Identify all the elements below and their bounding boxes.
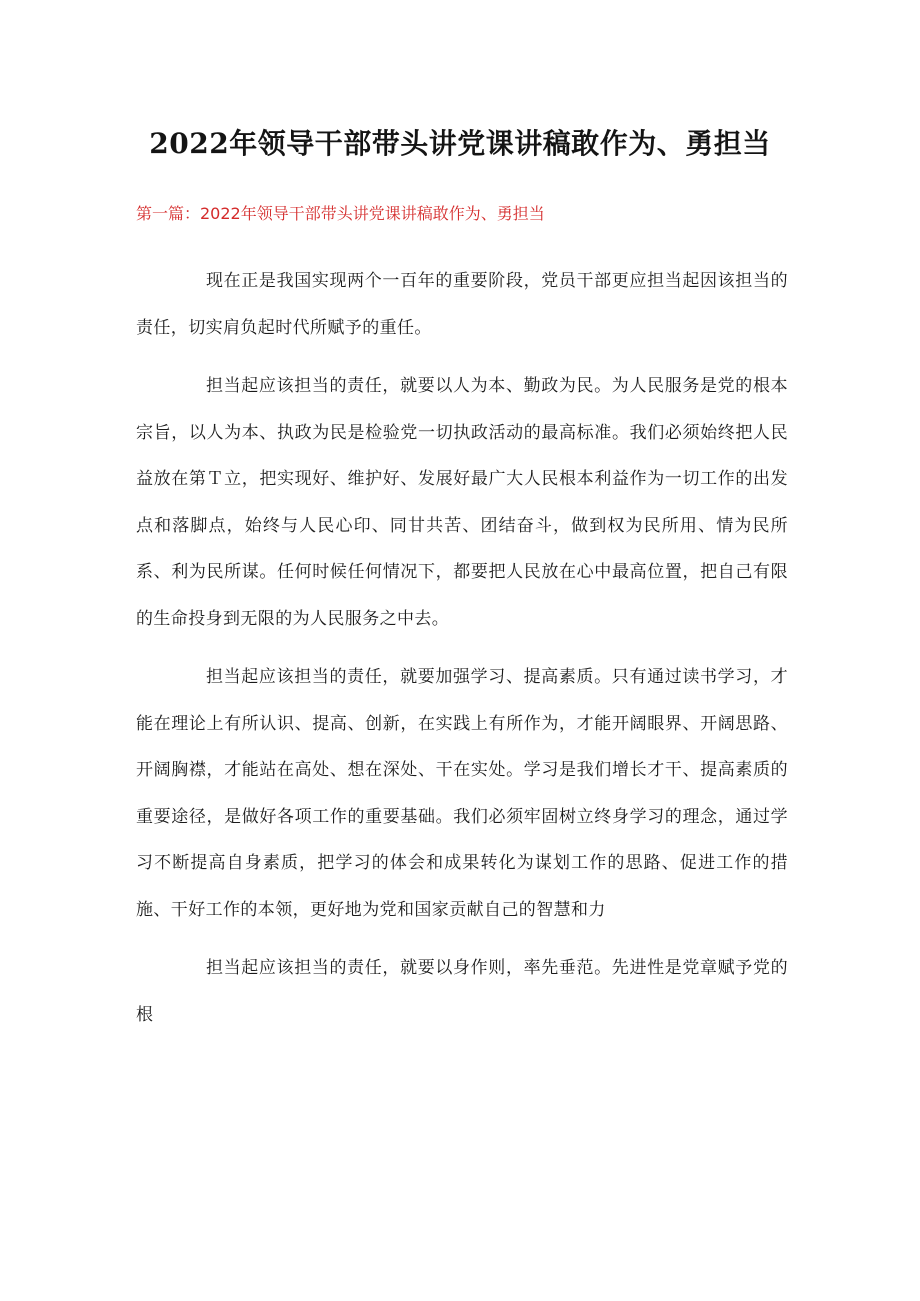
paragraph: 担当起应该担当的责任，就要加强学习、提高素质。只有通过读书学习，才能在理论上有所认识、提高、创新，在实践上有所作为，才能开阔眼界、开阔思路、开阔胸襟，才能站在高处、想在深处、干在实处。学习是我们增长才干、提高素质的重要途径，是做好各项工作的重要基础。我们必须牢固树立终身学习的理念，通过学习不断提高自身素质，把学习的体会和成果转化为谋划工作的思路、促进工作的措施、干好工作的本领，更好地为党和国家贡献自己的智慧和力 <box>136 667 788 920</box>
section-heading: 第一篇：2022年领导干部带头讲党课讲稿敢作为、勇担当 <box>136 204 545 223</box>
paragraph: 担当起应该担当的责任，就要以身作则，率先垂范。先进性是党章赋予党的根 <box>136 958 788 1025</box>
document-title: 2022年领导干部带头讲党课讲稿敢作为、勇担当 <box>149 127 771 160</box>
paragraph: 担当起应该担当的责任，就要以人为本、勤政为民。为人民服务是党的根本宗旨，以人为本、执政为民是检验党一切执政活动的最高标准。我们必须始终把人民益放在第Ｔ立，把实现好、维护好、发展好最广大人民根本利益作为一切工作的出发点和落脚点，始终与人民心印、同甘共苦、团结奋斗，做到权为民所用、情为民所系、利为民所谋。任何时候任何情况下，都要把人民放在心中最高位置，把自己有限的生命投身到无限的为人民服务之中去。 <box>136 376 788 629</box>
document-body <box>136 258 788 1038</box>
paragraph: 现在正是我国实现两个一百年的重要阶段，党员干部更应担当起因该担当的责任，切实肩负起时代所赋予的重任。 <box>136 271 788 338</box>
